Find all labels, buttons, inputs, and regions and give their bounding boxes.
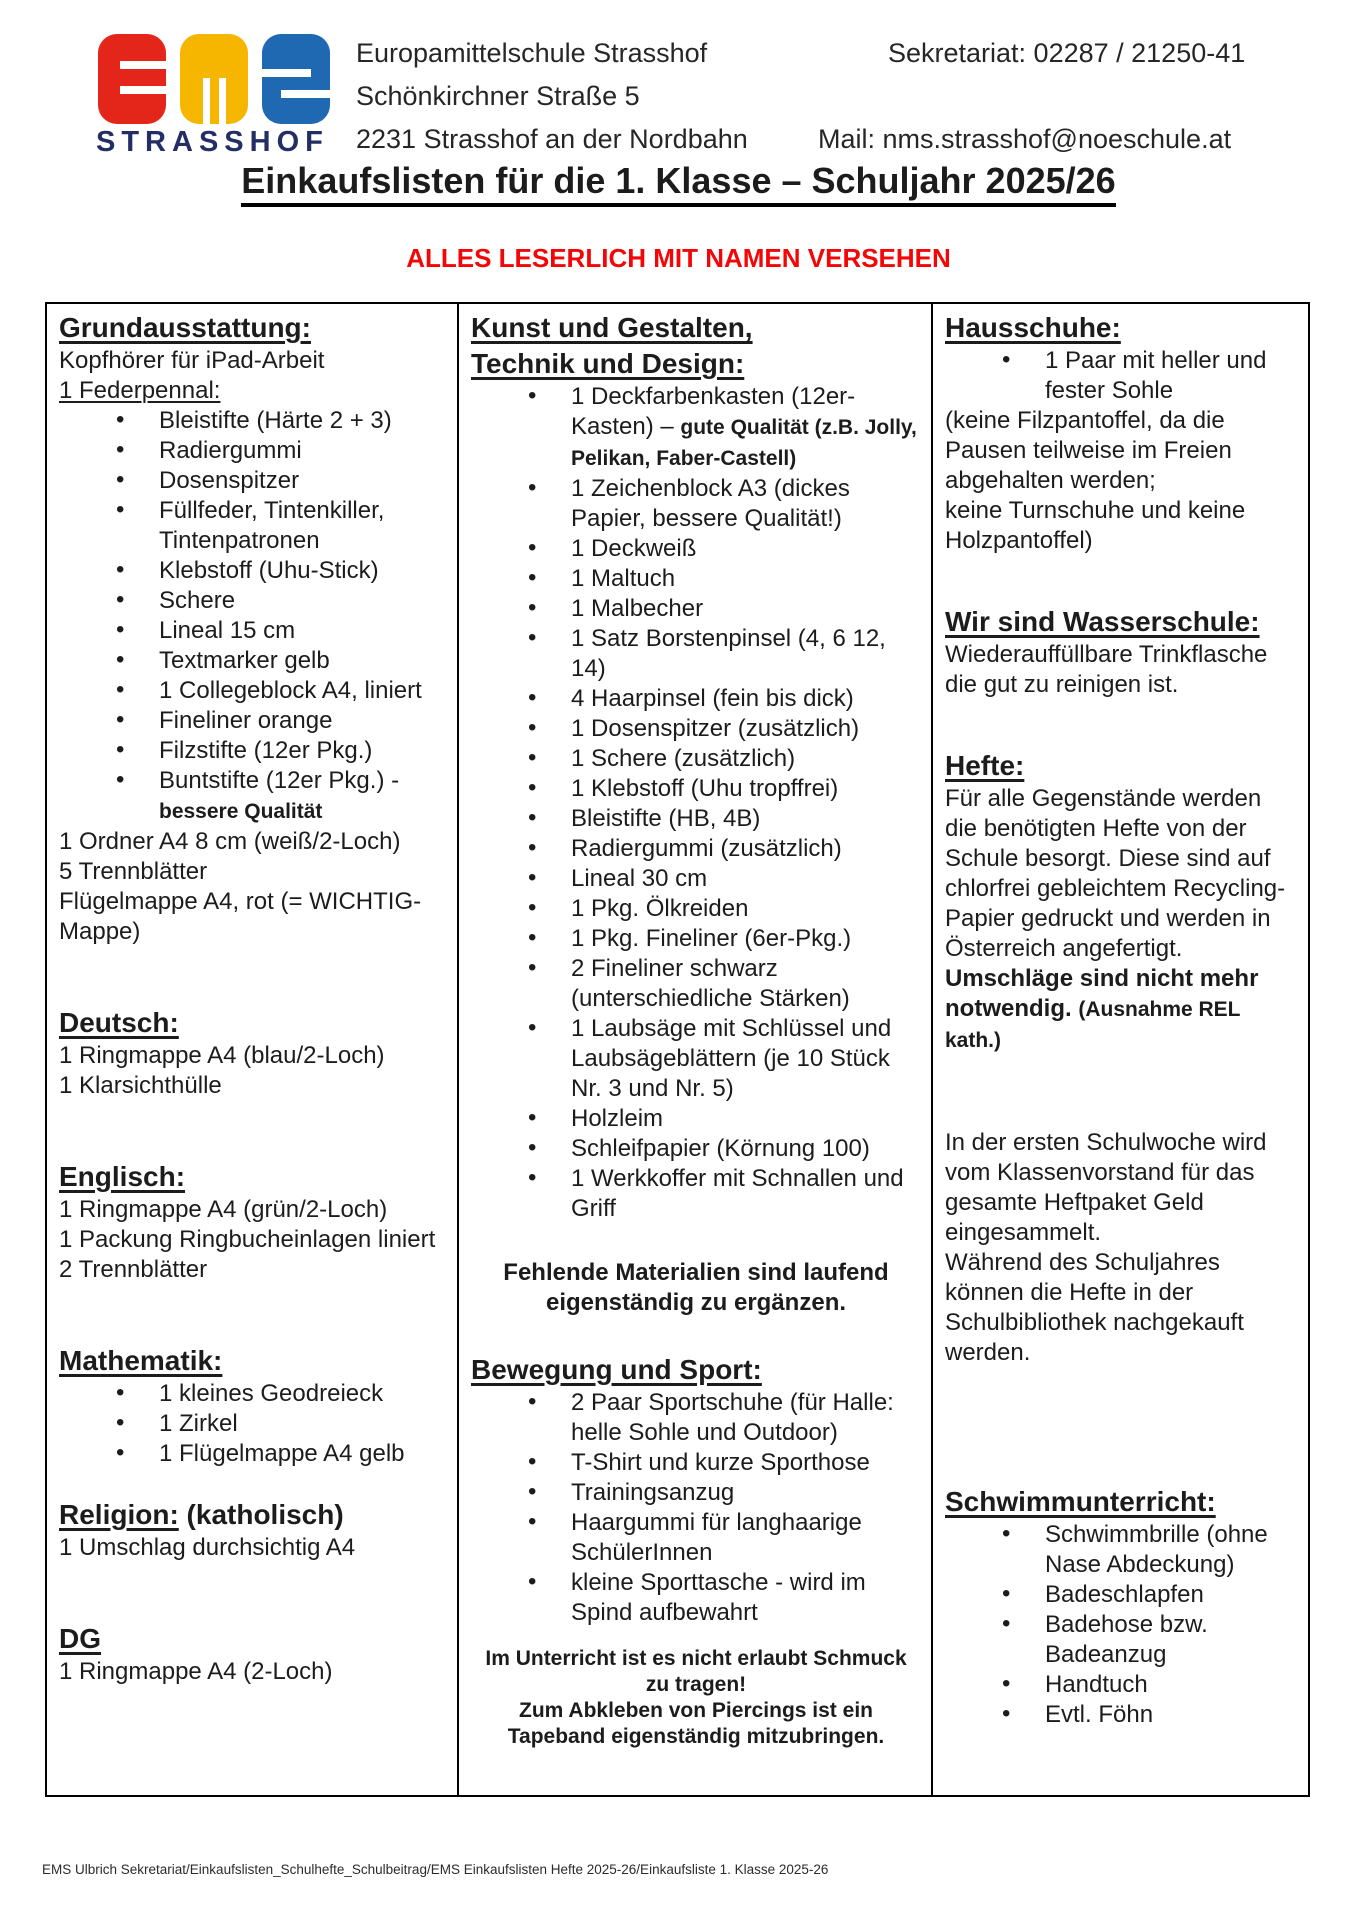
spacer — [59, 947, 447, 1005]
bullet-list — [471, 1388, 921, 1628]
text-run: Radiergummi (zusätzlich) — [571, 835, 842, 862]
list-item — [471, 744, 921, 774]
paragraph — [59, 376, 447, 406]
list-item-text — [571, 925, 851, 952]
paragraph — [59, 887, 447, 947]
list-item — [945, 1670, 1298, 1700]
bullet-list — [945, 1520, 1298, 1730]
list-item — [471, 624, 921, 684]
list-item — [59, 706, 447, 736]
list-item-text — [571, 1135, 870, 1162]
text-run: Schleifpapier (Körnung 100) — [571, 1135, 870, 1162]
list-item — [471, 1478, 921, 1508]
text-run: (katholisch) — [178, 1499, 344, 1530]
text-run: 1 Collegeblock A4, liniert — [159, 677, 422, 704]
list-item-text — [571, 1509, 862, 1566]
text-run: Religion: — [59, 1499, 179, 1530]
bullet-icon: • — [528, 834, 537, 861]
text-run: 1 Paar mit heller und fester Sohle — [1045, 347, 1267, 404]
bullet-icon: • — [528, 1568, 537, 1595]
text-run: Evtl. Föhn — [1045, 1701, 1154, 1728]
footer-file-path: EMS Ulbrich Sekretariat/Einkaufslisten_Schulhefte_Schulbeitrag/EMS Einkaufslisten Hefte 2025-26/Einkaufsliste 1. Klasse 2025-26 — [42, 1862, 829, 1877]
list-item-text — [1045, 347, 1266, 404]
list-item — [945, 1700, 1298, 1730]
spacer — [945, 1368, 1298, 1484]
list-item — [945, 1520, 1298, 1580]
bullet-icon: • — [528, 924, 537, 951]
paragraph — [59, 1041, 447, 1071]
bullet-icon: • — [1002, 346, 1011, 373]
text-run: Während des Schuljahres können die Hefte in der Schulbibliothek nachgekauft werden. — [945, 1249, 1244, 1366]
text-run: 1 Satz Borstenpinsel (4, 6 12, 14) — [571, 625, 886, 682]
text-run: Bewegung und Sport: — [471, 1354, 762, 1385]
text-run: gute Qualität (z.B. Jolly, Pelikan, Faber-Castell) — [571, 416, 917, 470]
bullet-icon: • — [1002, 1580, 1011, 1607]
bullet-icon: • — [116, 1379, 125, 1406]
bullet-icon: • — [528, 1448, 537, 1475]
spacer — [59, 1469, 447, 1497]
bullet-icon: • — [1002, 1670, 1011, 1697]
list-item — [59, 496, 447, 556]
list-item-text — [571, 955, 850, 1012]
list-item-text — [571, 715, 859, 742]
list-item — [945, 1580, 1298, 1610]
list-item — [471, 1388, 921, 1448]
paragraph — [471, 1646, 921, 1698]
spacer — [945, 700, 1298, 748]
bullet-icon: • — [116, 706, 125, 733]
bullet-icon: • — [528, 1478, 537, 1505]
list-item — [945, 346, 1298, 406]
bullet-icon: • — [116, 616, 125, 643]
list-item-text — [571, 865, 707, 892]
list-item — [471, 804, 921, 834]
bullet-icon: • — [1002, 1610, 1011, 1637]
text-run: Im Unterricht ist es nicht erlaubt Schmuck zu tragen! — [485, 1647, 907, 1696]
text-run: 1 Deckfarbenkasten (12er-Kasten) – — [571, 383, 856, 440]
column-hausschuhe-hefte — [933, 304, 1308, 1795]
text-run: 1 Packung Ringbucheinlagen liniert — [59, 1226, 436, 1253]
bullet-icon: • — [528, 744, 537, 771]
text-run: 1 Werkkoffer mit Schnallen und Griff — [571, 1165, 904, 1222]
bullet-icon: • — [116, 496, 125, 523]
text-run: 1 Ringmappe A4 (2-Loch) — [59, 1658, 333, 1685]
logo-wordmark: STRASSHOF — [96, 126, 329, 158]
text-run: Schwimmunterricht: — [945, 1486, 1216, 1517]
list-item-text — [571, 625, 886, 682]
bullet-icon: • — [1002, 1520, 1011, 1547]
list-item — [59, 736, 447, 766]
list-item-text — [159, 677, 422, 704]
page-title — [0, 160, 1357, 207]
text-run: keine Turnschuhe und keine Holzpantoffel) — [945, 497, 1246, 554]
section-heading — [945, 310, 1298, 346]
section-heading — [471, 310, 921, 346]
text-run: 1 Federpennal: — [59, 377, 221, 404]
text-run: Bleistifte (HB, 4B) — [571, 805, 761, 832]
list-item — [59, 406, 447, 436]
paragraph — [59, 827, 447, 857]
text-run: 1 Ringmappe A4 (grün/2-Loch) — [59, 1196, 388, 1223]
section-heading — [59, 1005, 447, 1041]
bullet-icon: • — [528, 594, 537, 621]
section-heading — [945, 1484, 1298, 1520]
paragraph — [945, 1128, 1298, 1248]
list-item — [59, 436, 447, 466]
list-item-text — [159, 707, 332, 734]
bullet-icon: • — [116, 766, 125, 793]
list-item — [59, 616, 447, 646]
list-item — [59, 676, 447, 706]
text-run: Lineal 15 cm — [159, 617, 296, 644]
section-heading — [945, 748, 1298, 784]
paragraph — [59, 346, 447, 376]
list-item — [471, 894, 921, 924]
paragraph — [471, 1258, 921, 1318]
section-heading — [59, 1159, 447, 1195]
list-item — [471, 1164, 921, 1224]
list-item-text — [1045, 1701, 1153, 1728]
bullet-icon: • — [528, 1134, 537, 1161]
text-run: Deutsch: — [59, 1007, 179, 1038]
bullet-icon: • — [116, 646, 125, 673]
text-run: (Ausnahme REL kath.) — [945, 998, 1241, 1052]
paragraph — [59, 1071, 447, 1101]
list-item-text — [1045, 1521, 1268, 1578]
bullet-icon: • — [116, 1409, 125, 1436]
list-item — [471, 864, 921, 894]
list-item — [471, 684, 921, 714]
text-run: Holzleim — [571, 1105, 664, 1132]
list-item — [59, 466, 447, 496]
text-run: 1 Laubsäge mit Schlüssel und Laubsägeblättern (je 10 Stück Nr. 3 und Nr. 5) — [571, 1015, 892, 1102]
list-item — [471, 534, 921, 564]
text-run: 1 Ringmappe A4 (blau/2-Loch) — [59, 1042, 385, 1069]
bullet-icon: • — [116, 1439, 125, 1466]
paragraph — [945, 640, 1298, 700]
bullet-icon: • — [116, 676, 125, 703]
list-item — [471, 1568, 921, 1628]
text-run: T-Shirt und kurze Sporthose — [571, 1449, 870, 1476]
text-run: 1 kleines Geodreieck — [159, 1380, 384, 1407]
text-run: Buntstifte (12er Pkg.) - — [159, 767, 400, 794]
header-city: 2231 Strasshof an der Nordbahn — [356, 124, 748, 154]
text-run: 1 Zirkel — [159, 1410, 238, 1437]
text-run: bessere Qualität — [159, 800, 323, 823]
bullet-icon: • — [528, 804, 537, 831]
text-run: Haargummi für langhaarige SchülerInnen — [571, 1509, 862, 1566]
text-run: Zum Abkleben von Piercings ist ein Tapeband eigenständig mitzubringen. — [507, 1699, 885, 1748]
text-run: 1 Klebstoff (Uhu tropffrei) — [571, 775, 839, 802]
bullet-list — [59, 1379, 447, 1469]
paragraph — [945, 1248, 1298, 1368]
bullet-icon: • — [528, 474, 537, 501]
section-heading — [59, 310, 447, 346]
list-item-text — [571, 595, 703, 622]
notice-banner: ALLES LESERLICH MIT NAMEN VERSEHEN — [406, 243, 951, 273]
text-run: Kunst und Gestalten, — [471, 312, 753, 343]
list-item-text — [159, 1380, 383, 1407]
spacer — [945, 1056, 1298, 1128]
list-item — [945, 1610, 1298, 1670]
list-item — [59, 586, 447, 616]
bullet-icon: • — [528, 1104, 537, 1131]
text-run: Technik und Design: — [471, 348, 745, 379]
list-item-text — [571, 1479, 734, 1506]
list-item-text — [571, 475, 850, 532]
list-item-text — [159, 767, 399, 824]
spacer — [471, 1318, 921, 1352]
paragraph — [945, 964, 1298, 1056]
list-item — [471, 1508, 921, 1568]
bullet-icon: • — [1002, 1700, 1011, 1727]
list-item — [471, 382, 921, 474]
text-run: 1 Flügelmappe A4 gelb — [159, 1440, 405, 1467]
list-item — [59, 646, 447, 676]
list-item-text — [571, 835, 842, 862]
list-item — [59, 1409, 447, 1439]
list-item-text — [571, 1569, 866, 1626]
text-run: In der ersten Schulwoche wird vom Klassenvorstand für das gesamte Heftpaket Geld eingesammelt. — [945, 1129, 1267, 1246]
section-heading — [59, 1621, 447, 1657]
paragraph — [59, 1255, 447, 1285]
logo-tile-s — [262, 34, 330, 124]
list-item-text — [1045, 1671, 1148, 1698]
bullet-icon: • — [528, 714, 537, 741]
list-item-text — [571, 1389, 894, 1446]
list-item — [471, 564, 921, 594]
list-item — [471, 1104, 921, 1134]
bullet-icon: • — [116, 436, 125, 463]
text-run: 1 Ordner A4 8 cm (weiß/2-Loch) — [59, 828, 401, 855]
text-run: 2 Paar Sportschuhe (für Halle: helle Sohle und Outdoor) — [571, 1389, 894, 1446]
paragraph — [59, 857, 447, 887]
logo-tile-e — [98, 34, 166, 124]
list-item — [471, 774, 921, 804]
supply-list-table — [45, 302, 1310, 1797]
bullet-icon: • — [116, 586, 125, 613]
list-item-text — [159, 557, 379, 584]
list-item-text — [159, 647, 330, 674]
bullet-icon: • — [528, 894, 537, 921]
text-run: 2 Trennblätter — [59, 1256, 208, 1283]
bullet-icon: • — [116, 406, 125, 433]
ems-logo-icon — [98, 34, 330, 126]
list-item-text — [159, 1410, 238, 1437]
list-item-text — [159, 407, 392, 434]
bullet-list — [945, 346, 1298, 406]
text-run: Umschläge sind nicht mehr notwendig. — [945, 965, 1259, 1022]
bullet-icon: • — [528, 864, 537, 891]
text-run: Klebstoff (Uhu-Stick) — [159, 557, 379, 584]
header-school-name: Europamittelschule Strasshof — [356, 38, 708, 68]
text-run: DG — [59, 1623, 101, 1654]
text-run: Fineliner orange — [159, 707, 333, 734]
text-run: Grundausstattung: — [59, 312, 311, 343]
text-run: Radiergummi — [159, 437, 302, 464]
spacer — [471, 1628, 921, 1646]
list-item-text — [571, 895, 748, 922]
spacer — [471, 1224, 921, 1258]
text-run: 1 Zeichenblock A3 (dickes Papier, bessere Qualität!) — [571, 475, 850, 532]
list-item-text — [571, 565, 675, 592]
list-item — [59, 1379, 447, 1409]
text-run: 1 Malbecher — [571, 595, 704, 622]
list-item — [471, 1134, 921, 1164]
list-item-text — [571, 1449, 870, 1476]
bullet-icon: • — [528, 1164, 537, 1191]
list-item — [471, 834, 921, 864]
paragraph — [945, 784, 1298, 964]
list-item-text — [159, 497, 384, 554]
text-run: Mathematik: — [59, 1345, 223, 1376]
list-item — [471, 924, 921, 954]
list-item-text — [571, 775, 838, 802]
header-mail: Mail: nms.strasshof@noeschule.at — [818, 124, 1232, 154]
section-heading — [945, 604, 1298, 640]
text-run: 1 Klarsichthülle — [59, 1072, 222, 1099]
list-item-text — [159, 437, 302, 464]
list-item-text — [571, 805, 760, 832]
text-run: Badehose bzw. Badeanzug — [1045, 1611, 1208, 1668]
text-run: 5 Trennblätter — [59, 858, 208, 885]
text-run: Für alle Gegenstände werden die benötigten Hefte von der Schule besorgt. Diese sind auf chlorfrei gebleichtem Recycling-Papier gedruckt und werden in Österreich angefertigt. — [945, 785, 1286, 962]
list-item-text — [571, 685, 854, 712]
section-heading — [59, 1497, 447, 1533]
paragraph — [59, 1533, 447, 1563]
list-item-text — [159, 467, 299, 494]
text-run: Wiederauffüllbare Trinkflasche die gut zu reinigen ist. — [945, 641, 1268, 698]
list-item-text — [571, 1165, 904, 1222]
text-run: Trainingsanzug — [571, 1479, 735, 1506]
paragraph — [945, 406, 1298, 496]
list-item-text — [571, 383, 917, 471]
bullet-icon: • — [116, 736, 125, 763]
text-run: Füllfeder, Tintenkiller, Tintenpatronen — [159, 497, 385, 554]
text-run: Kopfhörer für iPad-Arbeit — [59, 347, 325, 374]
bullet-icon: • — [528, 564, 537, 591]
bullet-icon: • — [528, 684, 537, 711]
school-logo — [98, 34, 334, 131]
text-run: 1 Dosenspitzer (zusätzlich) — [571, 715, 860, 742]
text-run: Dosenspitzer — [159, 467, 300, 494]
list-item — [471, 594, 921, 624]
bullet-icon: • — [528, 954, 537, 981]
text-run: 1 Schere (zusätzlich) — [571, 745, 796, 772]
list-item-text — [159, 587, 235, 614]
spacer — [59, 1563, 447, 1621]
column-kunst-technik — [459, 304, 933, 1795]
list-item-text — [159, 617, 295, 644]
bullet-icon: • — [528, 1388, 537, 1415]
text-run: 4 Haarpinsel (fein bis dick) — [571, 685, 854, 712]
list-item — [471, 714, 921, 744]
page-title-text: Einkaufslisten für die 1. Klasse – Schuljahr 2025/26 — [241, 160, 1115, 207]
list-item-text — [571, 535, 696, 562]
list-item-text — [571, 1105, 663, 1132]
text-run: Flügelmappe A4, rot (= WICHTIG-Mappe) — [59, 888, 422, 945]
list-item — [59, 766, 447, 827]
list-item — [471, 954, 921, 1014]
spacer — [59, 1285, 447, 1343]
text-run: Bleistifte (Härte 2 + 3) — [159, 407, 392, 434]
text-run: 1 Umschlag durchsichtig A4 — [59, 1534, 356, 1561]
list-item-text — [571, 745, 795, 772]
text-run: Handtuch — [1045, 1671, 1148, 1698]
list-item-text — [571, 1015, 891, 1102]
list-item-text — [1045, 1581, 1204, 1608]
column-grundausstattung — [47, 304, 459, 1795]
text-run: Wir sind Wasserschule: — [945, 606, 1260, 637]
paragraph — [471, 1698, 921, 1750]
text-run: kleine Sporttasche - wird im Spind aufbewahrt — [571, 1569, 866, 1626]
text-run: 1 Pkg. Fineliner (6er-Pkg.) — [571, 925, 852, 952]
text-run: (keine Filzpantoffel, da die Pausen teilweise im Freien abgehalten werden; — [945, 407, 1232, 494]
bullet-icon: • — [528, 624, 537, 651]
bullet-icon: • — [528, 534, 537, 561]
list-item — [59, 556, 447, 586]
header-secretary-phone: Sekretariat: 02287 / 21250-41 — [888, 38, 1246, 68]
text-run: 1 Pkg. Ölkreiden — [571, 895, 749, 922]
text-run: Schwimmbrille (ohne Nase Abdeckung) — [1045, 1521, 1268, 1578]
section-heading — [471, 346, 921, 382]
paragraph — [59, 1195, 447, 1225]
logo-tile-m — [180, 34, 248, 124]
text-run: Filzstifte (12er Pkg.) — [159, 737, 373, 764]
section-heading — [471, 1352, 921, 1388]
text-run: Lineal 30 cm — [571, 865, 708, 892]
list-item-text — [159, 1440, 405, 1467]
paragraph — [59, 1657, 447, 1687]
text-run: Schere — [159, 587, 236, 614]
section-heading — [59, 1343, 447, 1379]
bullet-list — [471, 382, 921, 1224]
list-item — [471, 1014, 921, 1104]
bullet-icon: • — [528, 774, 537, 801]
text-run: Textmarker gelb — [159, 647, 330, 674]
text-run: Fehlende Materialien sind laufend eigenständig zu ergänzen. — [503, 1259, 889, 1316]
bullet-icon: • — [528, 1014, 537, 1041]
text-run: 2 Fineliner schwarz (unterschiedliche Stärken) — [571, 955, 850, 1012]
paragraph — [59, 1225, 447, 1255]
text-run: Badeschlapfen — [1045, 1581, 1204, 1608]
list-item-text — [1045, 1611, 1208, 1668]
bullet-icon: • — [116, 466, 125, 493]
bullet-icon: • — [116, 556, 125, 583]
text-run: 1 Maltuch — [571, 565, 676, 592]
paragraph — [945, 496, 1298, 556]
bullet-icon: • — [528, 1508, 537, 1535]
text-run: Hefte: — [945, 750, 1025, 781]
text-run: Hausschuhe: — [945, 312, 1121, 343]
list-item — [471, 474, 921, 534]
header-street: Schönkirchner Straße 5 — [356, 81, 640, 111]
text-run: 1 Deckweiß — [571, 535, 697, 562]
spacer — [945, 556, 1298, 604]
text-run: Englisch: — [59, 1161, 186, 1192]
list-item — [59, 1439, 447, 1469]
list-item-text — [159, 737, 372, 764]
list-item — [471, 1448, 921, 1478]
spacer — [59, 1101, 447, 1159]
bullet-list — [59, 406, 447, 827]
bullet-icon: • — [528, 382, 537, 409]
